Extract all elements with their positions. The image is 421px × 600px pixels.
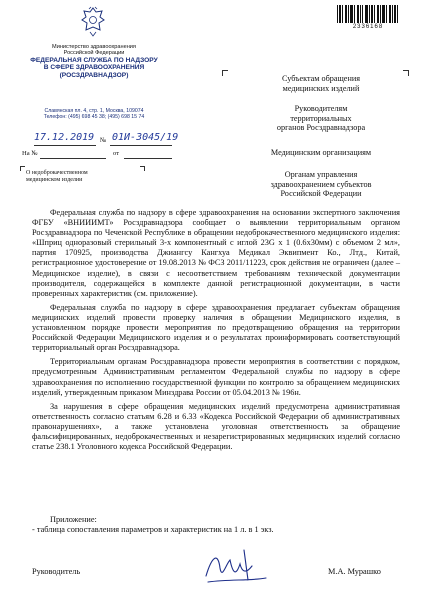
subject-corner-right xyxy=(140,166,145,171)
org-line-1: ФЕДЕРАЛЬНАЯ СЛУЖБА ПО НАДЗОРУ xyxy=(30,56,158,64)
ministry-line-1: Министерство здравоохранения xyxy=(52,44,136,50)
recipient-4-line-3: Российской Федерации xyxy=(280,189,362,199)
recipient-2-line-2: территориальных xyxy=(290,113,352,123)
number-underline xyxy=(110,145,172,146)
subject-corner-left xyxy=(20,166,25,171)
barcode-number: 2336168 xyxy=(352,24,384,30)
barcode-image xyxy=(336,5,400,23)
body-paragraph-2: Федеральная служба по надзору в сфере здравоохранения предлагает субъектам обращения медицинских изделий провести проверку наличия в обращении Медицинского изделия, в установленном порядке провести мероприятия по предотвращению обращения на территории Российской Федерации Медицинского изделия и о результатах проинформировать соответствующий территориальный орган Росздравнадзора. xyxy=(32,302,400,353)
recipient-block-4 xyxy=(236,170,406,199)
appendix-item: - таблица сопоставления параметров и характеристик на 1 л. в 1 экз. xyxy=(32,525,274,534)
address-line-2: Телефон: (495) 698 45 38; (495) 698 15 74 xyxy=(43,114,145,121)
subject-line-1: О недоброкачественном xyxy=(26,170,88,176)
recipient-2-line-3: органов Росздравнадзора xyxy=(276,123,366,133)
recipient-corner-left xyxy=(222,70,228,76)
recipient-1-line-2: медицинских изделий xyxy=(282,83,360,93)
subject-block xyxy=(26,170,88,184)
registration-number: 01И-3045/19 xyxy=(112,132,179,143)
address-block xyxy=(20,108,168,120)
recipient-block-1 xyxy=(236,74,406,93)
org-line-3: (РОСЗДРАВНАДЗОР) xyxy=(59,72,129,79)
coat-of-arms-emblem xyxy=(80,6,106,38)
recipient-4-line-2: здравоохранением субъектов xyxy=(270,179,372,189)
date-underline xyxy=(34,145,96,146)
body-paragraph-3: Территориальным органам Росздравнадзора провести мероприятия в соответствии с порядком, предусмотренным Административным регламентом Федеральной службы по надзору в сфере здравоохранения по исполнению государственной функции по контролю за обращением медицинских изделий, утвержденным приказом Минздрава России от 05.04.2013 № 196н. xyxy=(32,357,400,397)
recipient-1-line-1: Субъектам обращения xyxy=(282,74,360,83)
recipient-3-line-1: Медицинским организациям xyxy=(270,148,372,157)
appendix-label: Приложение: xyxy=(50,515,97,524)
registration-date: 17.12.2019 xyxy=(34,132,95,143)
ministry-line-2: Российской Федерации xyxy=(63,50,125,57)
address-line-1: Славянская пл. 4, стр. 1, Москва, 109074 xyxy=(44,108,144,114)
from-underline xyxy=(124,158,172,159)
subject-line-2: медицинском изделии xyxy=(26,177,83,184)
signature-title: Руководитель xyxy=(32,567,81,576)
ministry-header xyxy=(20,44,168,80)
body-paragraph-1: Федеральная служба по надзору в сфере здравоохранения на основании экспертного заключения ФГБУ «ВНИИИМТ» Росздравнадзора сообщает о выявлении территориальным органом Росздравнадзора по Чеченской Республике в обращении недоброкачественного медицинского изделия: «Шприц одноразовый стерильный 3-х компонентный с иглой 23G x 1 (0.6x30мм) с объемом 2 мл», партия 170925, производства Джиангсу Кангхуа Медикал Эквипмент Ко., Лтд., Китай, регистрационное удостоверение от 19.08.2013 № ФСЗ 2011/11223, срок действия не ограничен (далее – Медицинское изделие), в связи с несоответствием требованиям технической документации производителя, содержащейся в комплекте данной регистрационной документации, в части проверенных характеристик (см. приложение). xyxy=(32,208,400,298)
recipient-4-line-1: Органам управления xyxy=(284,170,358,179)
recipient-block-2 xyxy=(236,104,406,133)
on-number-underline xyxy=(40,158,106,159)
signatory-name: М.А. Мурашко xyxy=(328,567,381,576)
appendix-block xyxy=(32,515,392,535)
handwritten-signature xyxy=(200,546,270,586)
on-number-label: На № xyxy=(22,150,38,157)
letter-body xyxy=(32,208,400,452)
org-line-2: В СФЕРЕ ЗДРАВООХРАНЕНИЯ xyxy=(43,64,145,72)
from-label: от xyxy=(113,150,120,157)
body-paragraph-4: За нарушения в сфере обращения медицинских изделий предусмотрена административная ответственность согласно статьям 6.28 и 6.33 «Кодекса Российской Федерации об административных правонарушениях», а также установлена уголовная ответственность за обращение фальсифицированных, недоброкачественных и незарегистрированных медицинских изделий согласно статье 238.1 Уголовного кодекса Российской Федерации. xyxy=(32,401,400,452)
recipient-2-line-1: Руководителям xyxy=(294,104,348,113)
number-label: № xyxy=(100,137,107,144)
recipient-block-3 xyxy=(236,148,406,158)
